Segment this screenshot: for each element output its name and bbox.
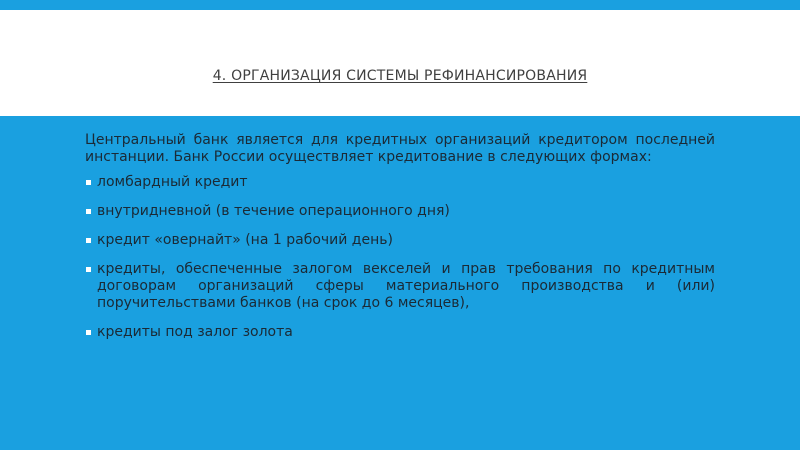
bullet-list bbox=[85, 174, 715, 341]
top-accent-strip bbox=[0, 0, 800, 10]
intro-paragraph: Центральный банк является для кредитных организаций кредитором последней инстанции. Банк России осуществляет кредитование в следующих формах: bbox=[85, 132, 715, 165]
square-bullet-icon bbox=[86, 330, 91, 335]
square-bullet-icon bbox=[86, 238, 91, 243]
title-band bbox=[0, 10, 800, 116]
bullet-text: кредиты под залог золота bbox=[97, 324, 293, 340]
bullet-text: кредит «овернайт» (на 1 рабочий день) bbox=[97, 232, 393, 248]
square-bullet-icon bbox=[86, 180, 91, 185]
bullet-item bbox=[85, 324, 715, 341]
slide-content bbox=[85, 132, 715, 353]
bullet-item bbox=[85, 174, 715, 191]
slide-title: 4. ОРГАНИЗАЦИЯ СИСТЕМЫ РЕФИНАНСИРОВАНИЯ bbox=[212, 68, 588, 84]
bullet-text: кредиты, обеспеченные залогом векселей и прав требования по кредитным договорам организаций сферы материального производства и (или) поручительствами банков (на срок до 6 месяцев), bbox=[97, 261, 715, 311]
square-bullet-icon bbox=[86, 267, 91, 272]
bullet-text: внутридневной (в течение операционного дня) bbox=[97, 203, 450, 219]
square-bullet-icon bbox=[86, 209, 91, 214]
bullet-item bbox=[85, 203, 715, 220]
bullet-item bbox=[85, 261, 715, 312]
bullet-text: ломбардный кредит bbox=[97, 174, 248, 190]
bullet-item bbox=[85, 232, 715, 249]
